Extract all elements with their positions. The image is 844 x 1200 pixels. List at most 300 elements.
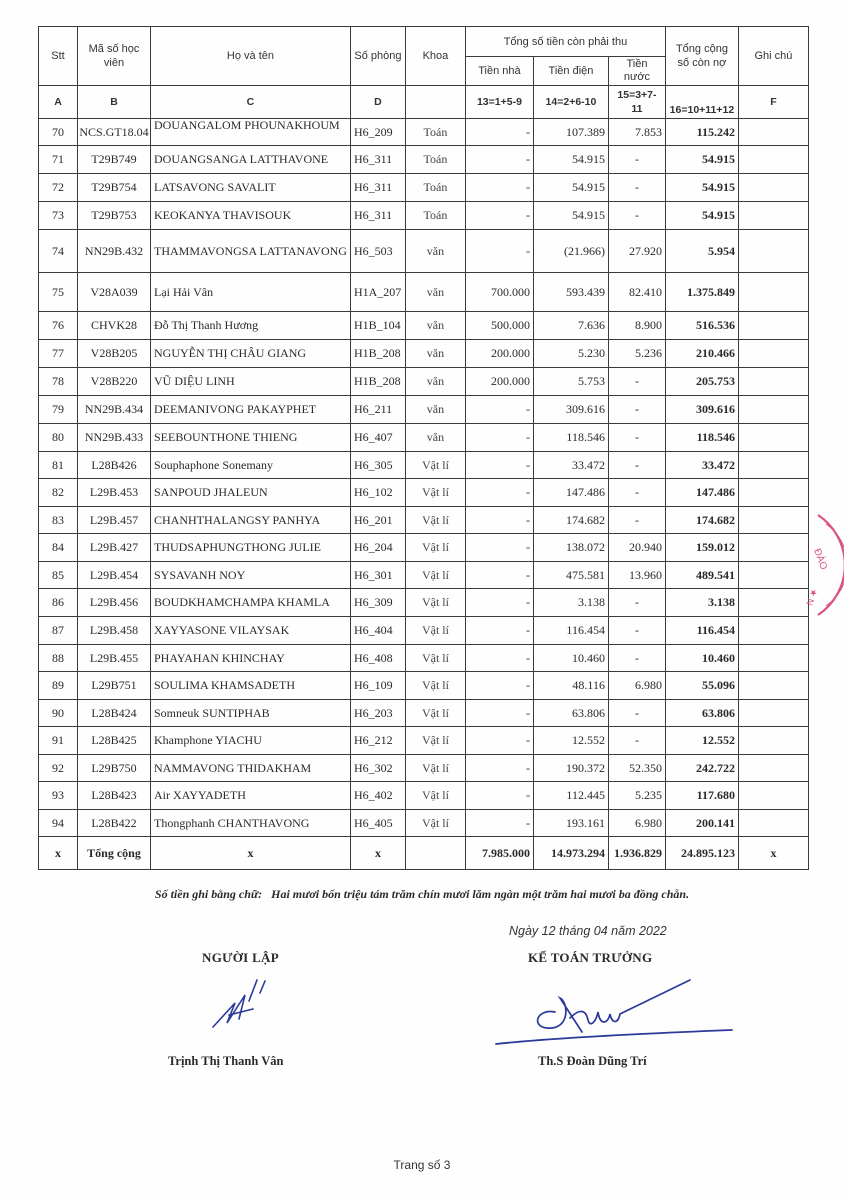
row-total-debt: 33.472 bbox=[665, 452, 738, 479]
row-full-name: SOULIMA KHAMSADETH bbox=[151, 672, 351, 700]
row-room: H6_109 bbox=[350, 672, 405, 700]
row-total-debt: 54.915 bbox=[665, 146, 738, 174]
row-full-name: Lại Hải Vân bbox=[151, 273, 351, 312]
row-note bbox=[738, 727, 808, 755]
row-stt: 75 bbox=[39, 273, 78, 312]
row-student-id: L29B751 bbox=[78, 672, 151, 700]
row-faculty: Toán bbox=[405, 174, 465, 202]
row-full-name: THAMMAVONGSA LATTANAVONG bbox=[151, 230, 351, 273]
row-full-name: KEOKANYA THAVISOUK bbox=[151, 202, 351, 230]
row-rent: - bbox=[465, 782, 533, 810]
total-faculty bbox=[405, 837, 465, 870]
row-room: H6_305 bbox=[350, 452, 405, 479]
row-note bbox=[738, 368, 808, 396]
row-full-name: Somneuk SUNTIPHAB bbox=[151, 700, 351, 727]
row-note bbox=[738, 755, 808, 782]
row-electricity: 5.230 bbox=[533, 340, 608, 368]
row-faculty: văn bbox=[405, 312, 465, 340]
row-water: - bbox=[608, 645, 665, 672]
total-electricity: 14.973.294 bbox=[533, 837, 608, 870]
row-full-name: SANPOUD JHALEUN bbox=[151, 479, 351, 507]
row-water: - bbox=[608, 727, 665, 755]
row-water: 5.236 bbox=[608, 340, 665, 368]
table-row bbox=[39, 507, 809, 534]
row-rent: - bbox=[465, 810, 533, 837]
row-total-debt: 242.722 bbox=[665, 755, 738, 782]
row-student-id: V28A039 bbox=[78, 273, 151, 312]
row-note bbox=[738, 479, 808, 507]
row-note bbox=[738, 589, 808, 617]
table-row bbox=[39, 700, 809, 727]
row-student-id: CHVK28 bbox=[78, 312, 151, 340]
row-stt: 71 bbox=[39, 146, 78, 174]
row-note bbox=[738, 312, 808, 340]
row-water: - bbox=[608, 479, 665, 507]
row-rent: - bbox=[465, 396, 533, 424]
row-room: H6_209 bbox=[350, 119, 405, 146]
col-header-stt: Stt bbox=[39, 27, 78, 86]
row-rent: - bbox=[465, 174, 533, 202]
row-full-name: NAMMAVONG THIDAKHAM bbox=[151, 755, 351, 782]
row-room: H1B_104 bbox=[350, 312, 405, 340]
row-full-name: NGUYỄN THỊ CHÂU GIANG bbox=[151, 340, 351, 368]
row-faculty: Vật lí bbox=[405, 727, 465, 755]
code-13: 13=1+5-9 bbox=[465, 86, 533, 119]
official-stamp-icon bbox=[800, 510, 844, 620]
row-electricity: 112.445 bbox=[533, 782, 608, 810]
row-water: 13.960 bbox=[608, 562, 665, 589]
row-note bbox=[738, 340, 808, 368]
col-header-water: Tiền nước bbox=[608, 57, 665, 86]
row-water: - bbox=[608, 368, 665, 396]
preparer-signature-icon bbox=[205, 975, 275, 1035]
row-rent: - bbox=[465, 424, 533, 452]
row-electricity: 475.581 bbox=[533, 562, 608, 589]
row-room: H6_309 bbox=[350, 589, 405, 617]
row-rent: - bbox=[465, 507, 533, 534]
row-faculty: Vật lí bbox=[405, 507, 465, 534]
row-rent: - bbox=[465, 534, 533, 562]
row-room: H1A_207 bbox=[350, 273, 405, 312]
row-room: H6_402 bbox=[350, 782, 405, 810]
row-water: 6.980 bbox=[608, 810, 665, 837]
row-electricity: 116.454 bbox=[533, 617, 608, 645]
code-e bbox=[405, 86, 465, 119]
row-note bbox=[738, 700, 808, 727]
row-stt: 87 bbox=[39, 617, 78, 645]
row-total-debt: 55.096 bbox=[665, 672, 738, 700]
page-number: Trang số 3 bbox=[393, 1158, 451, 1172]
accountant-name: Th.S Đoàn Dũng Trí bbox=[538, 1054, 647, 1068]
row-room: H6_211 bbox=[350, 396, 405, 424]
row-water: 8.900 bbox=[608, 312, 665, 340]
row-faculty: văn bbox=[405, 273, 465, 312]
col-header-student-id: Mã số học viên bbox=[78, 27, 151, 86]
row-rent: - bbox=[465, 230, 533, 273]
row-water: 27.920 bbox=[608, 230, 665, 273]
row-full-name: SYSAVANH NOY bbox=[151, 562, 351, 589]
row-student-id: V28B205 bbox=[78, 340, 151, 368]
row-student-id: L29B.456 bbox=[78, 589, 151, 617]
row-rent: 200.000 bbox=[465, 368, 533, 396]
row-full-name: XAYYASONE VILAYSAK bbox=[151, 617, 351, 645]
row-electricity: 7.636 bbox=[533, 312, 608, 340]
row-room: H6_311 bbox=[350, 146, 405, 174]
row-rent: - bbox=[465, 589, 533, 617]
row-student-id: T29B754 bbox=[78, 174, 151, 202]
row-note bbox=[738, 424, 808, 452]
row-full-name: VŨ DIỆU LINH bbox=[151, 368, 351, 396]
total-rent: 7.985.000 bbox=[465, 837, 533, 870]
code-a: A bbox=[39, 86, 78, 119]
row-water: - bbox=[608, 507, 665, 534]
row-student-id: L29B.455 bbox=[78, 645, 151, 672]
row-electricity: 193.161 bbox=[533, 810, 608, 837]
row-room: H6_203 bbox=[350, 700, 405, 727]
row-note bbox=[738, 230, 808, 273]
row-rent: - bbox=[465, 119, 533, 146]
row-rent: - bbox=[465, 452, 533, 479]
row-stt: 76 bbox=[39, 312, 78, 340]
table-row bbox=[39, 230, 809, 273]
row-stt: 88 bbox=[39, 645, 78, 672]
row-full-name: BOUDKHAMCHAMPA KHAMLA bbox=[151, 589, 351, 617]
table-row bbox=[39, 424, 809, 452]
row-student-id: NN29B.434 bbox=[78, 396, 151, 424]
row-electricity: 138.072 bbox=[533, 534, 608, 562]
total-debt: 24.895.123 bbox=[665, 837, 738, 870]
row-rent: - bbox=[465, 202, 533, 230]
row-full-name: CHANHTHALANGSY PANHYA bbox=[151, 507, 351, 534]
row-electricity: 107.389 bbox=[533, 119, 608, 146]
col-header-room: Số phòng bbox=[350, 27, 405, 86]
row-water: 82.410 bbox=[608, 273, 665, 312]
row-note bbox=[738, 810, 808, 837]
row-water: - bbox=[608, 700, 665, 727]
table-row bbox=[39, 562, 809, 589]
col-group-remaining-amount: Tổng số tiền còn phải thu bbox=[465, 27, 665, 57]
row-stt: 74 bbox=[39, 230, 78, 273]
svg-text:★ N: ★ N bbox=[804, 587, 820, 607]
row-rent: - bbox=[465, 672, 533, 700]
row-stt: 84 bbox=[39, 534, 78, 562]
row-total-debt: 54.915 bbox=[665, 174, 738, 202]
row-total-debt: 12.552 bbox=[665, 727, 738, 755]
table-row bbox=[39, 534, 809, 562]
row-total-debt: 117.680 bbox=[665, 782, 738, 810]
row-stt: 91 bbox=[39, 727, 78, 755]
code-15: 15=3+7-11 bbox=[608, 86, 665, 119]
row-faculty: văn bbox=[405, 230, 465, 273]
row-faculty: Vật lí bbox=[405, 589, 465, 617]
row-stt: 82 bbox=[39, 479, 78, 507]
row-faculty: Vật lí bbox=[405, 672, 465, 700]
row-electricity: 118.546 bbox=[533, 424, 608, 452]
row-full-name: Đỗ Thị Thanh Hương bbox=[151, 312, 351, 340]
row-electricity: 3.138 bbox=[533, 589, 608, 617]
row-total-debt: 205.753 bbox=[665, 368, 738, 396]
row-total-debt: 116.454 bbox=[665, 617, 738, 645]
row-room: H6_302 bbox=[350, 755, 405, 782]
table-row bbox=[39, 755, 809, 782]
table-row bbox=[39, 617, 809, 645]
row-faculty: Vật lí bbox=[405, 534, 465, 562]
row-student-id: L29B750 bbox=[78, 755, 151, 782]
row-student-id: L29B.427 bbox=[78, 534, 151, 562]
row-student-id: T29B753 bbox=[78, 202, 151, 230]
row-room: H6_201 bbox=[350, 507, 405, 534]
row-note bbox=[738, 174, 808, 202]
row-note bbox=[738, 672, 808, 700]
row-rent: - bbox=[465, 645, 533, 672]
row-room: H6_204 bbox=[350, 534, 405, 562]
table-row bbox=[39, 810, 809, 837]
row-water: 6.980 bbox=[608, 672, 665, 700]
row-room: H6_311 bbox=[350, 202, 405, 230]
row-total-debt: 3.138 bbox=[665, 589, 738, 617]
preparer-role: NGƯỜI LẬP bbox=[202, 950, 279, 965]
total-note: x bbox=[738, 837, 808, 870]
row-electricity: 48.116 bbox=[533, 672, 608, 700]
row-total-debt: 1.375.849 bbox=[665, 273, 738, 312]
row-total-debt: 63.806 bbox=[665, 700, 738, 727]
row-electricity: 190.372 bbox=[533, 755, 608, 782]
row-room: H1B_208 bbox=[350, 340, 405, 368]
row-rent: - bbox=[465, 617, 533, 645]
amount-in-words-label: Số tiền ghi bằng chữ: bbox=[154, 887, 263, 901]
row-total-debt: 5.954 bbox=[665, 230, 738, 273]
row-note bbox=[738, 617, 808, 645]
row-water: - bbox=[608, 174, 665, 202]
row-full-name: Khamphone YIACHU bbox=[151, 727, 351, 755]
code-16: 16=10+11+12 bbox=[665, 86, 738, 119]
row-rent: 200.000 bbox=[465, 340, 533, 368]
row-note bbox=[738, 396, 808, 424]
row-electricity: 5.753 bbox=[533, 368, 608, 396]
row-room: H6_405 bbox=[350, 810, 405, 837]
row-rent: 500.000 bbox=[465, 312, 533, 340]
row-stt: 90 bbox=[39, 700, 78, 727]
row-electricity: 309.616 bbox=[533, 396, 608, 424]
row-room: H6_404 bbox=[350, 617, 405, 645]
row-water: - bbox=[608, 396, 665, 424]
col-header-electricity: Tiền điện bbox=[533, 57, 608, 86]
row-faculty: Vật lí bbox=[405, 755, 465, 782]
row-student-id: L28B426 bbox=[78, 452, 151, 479]
row-total-debt: 10.460 bbox=[665, 645, 738, 672]
row-rent: - bbox=[465, 700, 533, 727]
row-faculty: Toán bbox=[405, 119, 465, 146]
row-room: H6_212 bbox=[350, 727, 405, 755]
row-full-name: Air XAYYADETH bbox=[151, 782, 351, 810]
table-row bbox=[39, 273, 809, 312]
row-faculty: văn bbox=[405, 368, 465, 396]
total-label: Tổng cộng bbox=[78, 837, 151, 870]
table-row bbox=[39, 340, 809, 368]
row-water: - bbox=[608, 424, 665, 452]
row-faculty: Vật lí bbox=[405, 700, 465, 727]
row-rent: - bbox=[465, 146, 533, 174]
row-full-name: THUDSAPHUNGTHONG JULIE bbox=[151, 534, 351, 562]
table-body bbox=[39, 119, 809, 837]
row-faculty: Vật lí bbox=[405, 452, 465, 479]
row-rent: 700.000 bbox=[465, 273, 533, 312]
row-stt: 93 bbox=[39, 782, 78, 810]
row-room: H6_311 bbox=[350, 174, 405, 202]
table-row bbox=[39, 146, 809, 174]
row-rent: - bbox=[465, 727, 533, 755]
row-faculty: Vật lí bbox=[405, 782, 465, 810]
row-faculty: Vật lí bbox=[405, 645, 465, 672]
row-electricity: 10.460 bbox=[533, 645, 608, 672]
row-total-debt: 309.616 bbox=[665, 396, 738, 424]
code-14: 14=2+6-10 bbox=[533, 86, 608, 119]
row-note bbox=[738, 119, 808, 146]
row-student-id: L29B.458 bbox=[78, 617, 151, 645]
row-note bbox=[738, 562, 808, 589]
row-student-id: L28B423 bbox=[78, 782, 151, 810]
row-room: H6_408 bbox=[350, 645, 405, 672]
total-stt: x bbox=[39, 837, 78, 870]
row-water: 20.940 bbox=[608, 534, 665, 562]
table-row bbox=[39, 589, 809, 617]
row-rent: - bbox=[465, 479, 533, 507]
table-row bbox=[39, 174, 809, 202]
row-total-debt: 147.486 bbox=[665, 479, 738, 507]
row-note bbox=[738, 534, 808, 562]
table-row bbox=[39, 312, 809, 340]
row-electricity: 593.439 bbox=[533, 273, 608, 312]
row-stt: 72 bbox=[39, 174, 78, 202]
table-row bbox=[39, 396, 809, 424]
code-d: D bbox=[350, 86, 405, 119]
row-stt: 80 bbox=[39, 424, 78, 452]
svg-text:ĐÀO: ĐÀO bbox=[811, 547, 829, 572]
row-full-name: DOUANGSANGA LATTHAVONE bbox=[151, 146, 351, 174]
col-header-total-debt: Tổng cộng số còn nợ bbox=[665, 27, 738, 86]
row-stt: 78 bbox=[39, 368, 78, 396]
row-student-id: L29B.457 bbox=[78, 507, 151, 534]
row-note bbox=[738, 645, 808, 672]
row-electricity: 54.915 bbox=[533, 202, 608, 230]
row-water: - bbox=[608, 617, 665, 645]
row-faculty: Vật lí bbox=[405, 562, 465, 589]
row-student-id: L28B424 bbox=[78, 700, 151, 727]
row-stt: 77 bbox=[39, 340, 78, 368]
row-room: H1B_208 bbox=[350, 368, 405, 396]
row-note bbox=[738, 146, 808, 174]
row-faculty: Vật lí bbox=[405, 479, 465, 507]
row-electricity: 63.806 bbox=[533, 700, 608, 727]
amount-in-words-value: Hai mươi bốn triệu tám trăm chín mươi lăm ngàn một trăm hai mươi ba đồng chẵn. bbox=[271, 887, 690, 901]
row-stt: 81 bbox=[39, 452, 78, 479]
table-row bbox=[39, 368, 809, 396]
row-stt: 70 bbox=[39, 119, 78, 146]
row-water: - bbox=[608, 452, 665, 479]
code-f: F bbox=[738, 86, 808, 119]
col-header-full-name: Họ và tên bbox=[151, 27, 351, 86]
row-faculty: văn bbox=[405, 424, 465, 452]
row-full-name: DOUANGALOM PHOUNAKHOUM bbox=[151, 119, 351, 146]
row-full-name: Souphaphone Sonemany bbox=[151, 452, 351, 479]
row-electricity: 147.486 bbox=[533, 479, 608, 507]
row-student-id: L28B422 bbox=[78, 810, 151, 837]
row-full-name: DEEMANIVONG PAKAYPHET bbox=[151, 396, 351, 424]
row-student-id: L29B.454 bbox=[78, 562, 151, 589]
row-note bbox=[738, 507, 808, 534]
row-total-debt: 200.141 bbox=[665, 810, 738, 837]
row-total-debt: 159.012 bbox=[665, 534, 738, 562]
total-room: x bbox=[350, 837, 405, 870]
row-water: 5.235 bbox=[608, 782, 665, 810]
table-row bbox=[39, 782, 809, 810]
col-header-faculty: Khoa bbox=[405, 27, 465, 86]
row-total-debt: 210.466 bbox=[665, 340, 738, 368]
row-stt: 86 bbox=[39, 589, 78, 617]
row-total-debt: 115.242 bbox=[665, 119, 738, 146]
row-total-debt: 54.915 bbox=[665, 202, 738, 230]
row-water: 52.350 bbox=[608, 755, 665, 782]
row-stt: 92 bbox=[39, 755, 78, 782]
table-row bbox=[39, 119, 809, 146]
document-date: Ngày 12 tháng 04 năm 2022 bbox=[509, 924, 667, 938]
row-student-id: L29B.453 bbox=[78, 479, 151, 507]
row-student-id: T29B749 bbox=[78, 146, 151, 174]
row-electricity: 54.915 bbox=[533, 174, 608, 202]
code-c: C bbox=[151, 86, 351, 119]
row-rent: - bbox=[465, 562, 533, 589]
total-name: x bbox=[151, 837, 351, 870]
row-student-id: NN29B.432 bbox=[78, 230, 151, 273]
row-water: - bbox=[608, 589, 665, 617]
row-stt: 79 bbox=[39, 396, 78, 424]
row-faculty: Toán bbox=[405, 146, 465, 174]
row-room: H6_407 bbox=[350, 424, 405, 452]
row-note bbox=[738, 452, 808, 479]
row-rent: - bbox=[465, 755, 533, 782]
row-room: H6_102 bbox=[350, 479, 405, 507]
row-faculty: Vật lí bbox=[405, 810, 465, 837]
preparer-name: Trịnh Thị Thanh Vân bbox=[168, 1054, 284, 1068]
row-water: 7.853 bbox=[608, 119, 665, 146]
row-student-id: NN29B.433 bbox=[78, 424, 151, 452]
accountant-signature-icon bbox=[490, 972, 740, 1052]
row-stt: 94 bbox=[39, 810, 78, 837]
row-electricity: 12.552 bbox=[533, 727, 608, 755]
total-row bbox=[39, 837, 809, 870]
row-total-debt: 516.536 bbox=[665, 312, 738, 340]
row-total-debt: 174.682 bbox=[665, 507, 738, 534]
row-faculty: văn bbox=[405, 396, 465, 424]
row-note bbox=[738, 782, 808, 810]
row-stt: 85 bbox=[39, 562, 78, 589]
table-row bbox=[39, 672, 809, 700]
table-row bbox=[39, 202, 809, 230]
row-note bbox=[738, 202, 808, 230]
row-student-id: L28B425 bbox=[78, 727, 151, 755]
amount-in-words bbox=[0, 887, 844, 902]
row-room: H6_301 bbox=[350, 562, 405, 589]
code-b: B bbox=[78, 86, 151, 119]
total-water: 1.936.829 bbox=[608, 837, 665, 870]
row-electricity: 174.682 bbox=[533, 507, 608, 534]
col-header-rent: Tiền nhà bbox=[465, 57, 533, 86]
row-student-id: V28B220 bbox=[78, 368, 151, 396]
row-note bbox=[738, 273, 808, 312]
table-row bbox=[39, 479, 809, 507]
row-faculty: Vật lí bbox=[405, 617, 465, 645]
row-full-name: SEEBOUNTHONE THIENG bbox=[151, 424, 351, 452]
